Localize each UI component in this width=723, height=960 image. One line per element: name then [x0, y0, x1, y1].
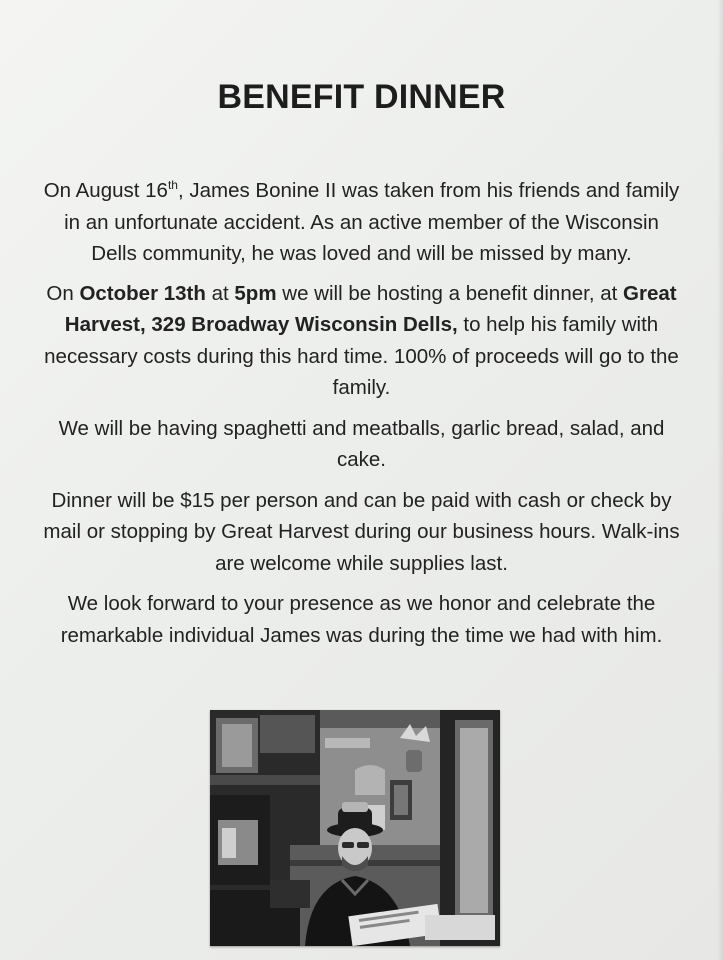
event-time: 5pm [234, 281, 277, 305]
flyer-title: BENEFIT DINNER [217, 78, 506, 116]
flyer-body [40, 175, 683, 660]
event-text-4: to help his family with necessary costs during this hard time. 100% of proceeds will go to the family. [44, 313, 679, 399]
event-location: Great Harvest, 329 Broadway Wisconsin Dells, [64, 281, 677, 336]
paper-edge-shadow [717, 0, 723, 960]
paragraph-closing: We look forward to your presence as we honor and celebrate the remarkable individual James was during the time we had with him. [60, 592, 663, 647]
paragraph-memorial [40, 175, 683, 270]
ordinal-suffix: th [167, 178, 178, 193]
paragraph-event-details [40, 278, 683, 404]
memorial-date-text: On August 16 [43, 179, 168, 202]
event-text-2: at [205, 281, 235, 305]
event-text-1: On [46, 281, 80, 305]
memorial-photo [210, 710, 500, 946]
event-date: October 13th [79, 281, 206, 305]
paragraph-menu: We will be having spaghetti and meatballs, garlic bread, salad, and cake. [58, 416, 665, 471]
memorial-text: , James Bonine II was taken from his friends and family in an unfortunate accident. As an active member of the Wisconsin Dells community, he was loved and will be missed by many. [64, 179, 680, 265]
event-text-3: we will be hosting a benefit dinner, at [276, 281, 624, 305]
paragraph-pricing: Dinner will be $15 per person and can be paid with cash or check by mail or stopping by Great Harvest during our business hours. Walk-ins are welcome while supplies last. [43, 488, 680, 575]
photo-illustration [210, 710, 500, 946]
